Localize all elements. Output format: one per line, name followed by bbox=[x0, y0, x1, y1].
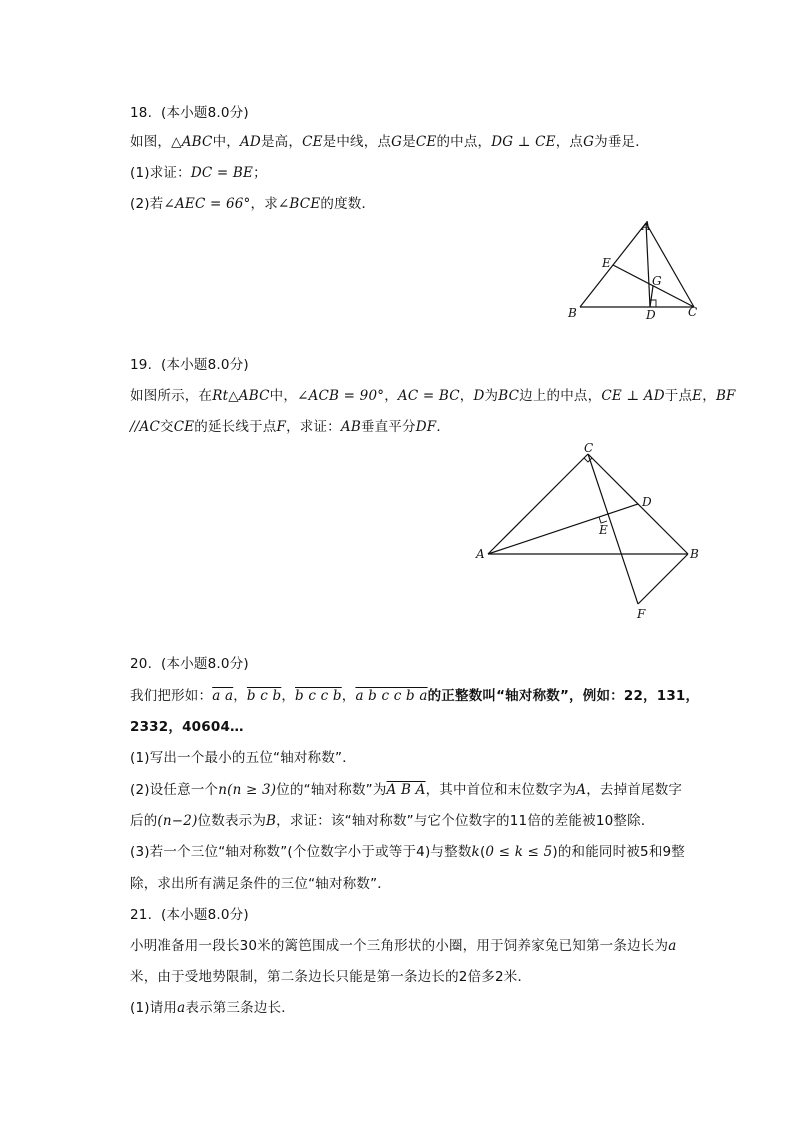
q18-part2: (2)若∠AEC = 66°，求∠BCE的度数． bbox=[130, 196, 376, 212]
q20-heading: 20. (本小题8.0分) bbox=[130, 656, 249, 672]
q18-segment-dg bbox=[650, 286, 653, 307]
q19-label-c: C bbox=[584, 441, 594, 455]
q20-part1: (1)写出一个最小的五位“轴对称数”． bbox=[130, 750, 356, 766]
q18-stem: 如图，△ABC中，AD是高，CE是中线，点G是CE的中点，DG ⊥ CE，点G为垂足． bbox=[130, 134, 649, 150]
q18-heading: 18. (本小题8.0分) bbox=[130, 105, 249, 121]
q21-stem-line1: 小明准备用一段长30米的篱笆围成一个三角形状的小圈，用于饲养家兔已知第一条边长为a bbox=[130, 938, 677, 954]
q20-part2-line1: (2)设任意一个n(n ≥ 3)位的“轴对称数”为A B A，其中首位和末位数字为A，去掉首尾数字 bbox=[130, 782, 683, 798]
q18-label-c: C bbox=[688, 305, 698, 319]
q20-stem-line2: 2332，40604… bbox=[130, 719, 244, 735]
q19-segment-ad bbox=[488, 504, 638, 554]
q19-label-b: B bbox=[690, 547, 699, 561]
q19-heading: 19. (本小题8.0分) bbox=[130, 357, 249, 373]
q18-label-b: B bbox=[568, 306, 577, 320]
q18-triangle-figure bbox=[560, 215, 710, 325]
q21-stem-line2: 米，由于受地势限制，第二条边长只能是第一条边长的2倍多2米． bbox=[130, 969, 532, 985]
q19-segment-cf bbox=[588, 454, 638, 604]
q18-label-d: D bbox=[646, 308, 656, 322]
q18-part1: (1)求证：DC = BE； bbox=[130, 165, 267, 181]
q19-stem-line2: //AC交CE的延长线于点F，求证：AB垂直平分DF． bbox=[130, 419, 451, 435]
q20-stem-line1: 我们把形如：a a，b c b，b c c b，a b c c b a的正整数叫“轴对称数”，例如：22，131， bbox=[130, 688, 700, 704]
q19-label-a: A bbox=[476, 547, 485, 561]
q18-label-g: G bbox=[652, 274, 662, 288]
q20-part2-line2: 后的(n−2)位数表示为B，求证：该“轴对称数”与它个位数字的11倍的差能被10整除． bbox=[130, 813, 655, 829]
q19-triangle-figure bbox=[470, 438, 710, 624]
q19-segment-bf bbox=[638, 554, 688, 604]
q19-label-f: F bbox=[637, 607, 646, 621]
q19-label-d: D bbox=[642, 495, 652, 509]
q19-side-ac bbox=[488, 454, 588, 554]
q18-label-e: E bbox=[602, 256, 611, 270]
q19-stem-line1: 如图所示，在Rt△ABC中，∠ACB = 90°，AC = BC，D为BC边上的中点，CE ⊥ AD于点E，BF bbox=[130, 388, 736, 404]
q20-part3-line2: 除，求出所有满足条件的三位“轴对称数”． bbox=[130, 876, 391, 892]
q21-part1: (1)请用a表示第三条边长． bbox=[130, 1000, 295, 1016]
q18-altitude-ad bbox=[646, 223, 650, 307]
q19-label-e: E bbox=[599, 523, 608, 537]
q18-label-a: A bbox=[642, 219, 651, 233]
q20-part3-line1: (3)若一个三位“轴对称数”(个位数字小于或等于4)与整数k(0 ≤ k ≤ 5)的和能同时被5和9整 bbox=[130, 844, 686, 860]
q21-heading: 21. (本小题8.0分) bbox=[130, 907, 249, 923]
